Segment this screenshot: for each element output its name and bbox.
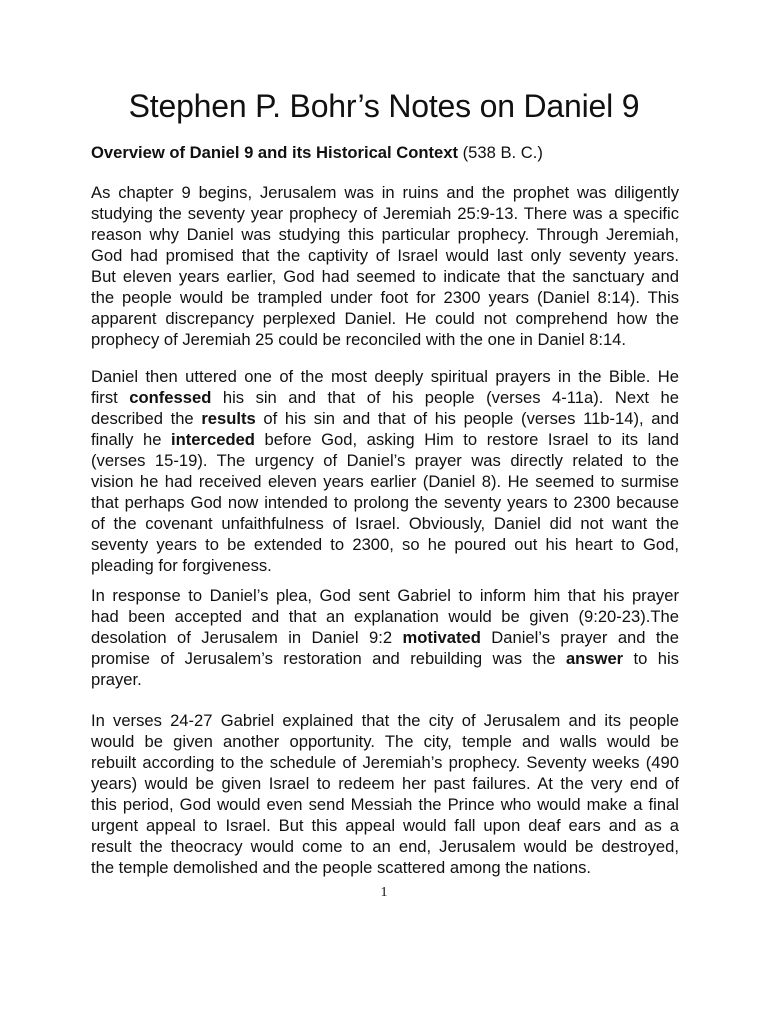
paragraph-line: that perhaps God now intended to prolong the seventy years to 2300 because [91, 493, 679, 512]
paragraph-3 [91, 585, 679, 690]
emphasis-confessed: confessed [129, 388, 212, 407]
page-number: 1 [380, 885, 388, 900]
paragraph-line: (verses 15-19). The urgency of Daniel’s prayer was directly related to the [91, 451, 679, 470]
paragraph-line: Daniel then uttered one of the most deeply spiritual prayers in the Bible. He [91, 367, 679, 386]
paragraph-line: would be given another opportunity. The city, temple and walls would be [91, 732, 679, 751]
paragraph-4 [91, 710, 679, 878]
paragraph-line: But eleven years earlier, God had seemed to indicate that the sanctuary and [91, 267, 679, 286]
text-run: before God, asking Him to restore Israel to its land [254, 430, 679, 449]
paragraph-line [91, 648, 679, 669]
paragraph-line: the people would be trampled under foot for 2300 years (Daniel 8:14). This [91, 288, 679, 307]
paragraph-line: this period, God would even send Messiah the Prince who would make a final [91, 795, 679, 814]
paragraph-line: reason why Daniel was studying this particular prophecy. Through Jeremiah, [91, 225, 679, 244]
paragraph-line: apparent discrepancy perplexed Daniel. He could not comprehend how the [91, 309, 679, 328]
paragraph-line: As chapter 9 begins, Jerusalem was in ruins and the prophet was diligently [91, 183, 679, 202]
paragraph-1 [91, 182, 679, 350]
paragraph-line: prayer. [91, 670, 142, 689]
paragraph-line: prophecy of Jeremiah 25 could be reconciled with the one in Daniel 8:14. [91, 330, 627, 349]
paragraph-line [91, 627, 679, 648]
paragraph-line: urgent appeal to Israel. But this appeal would fall upon deaf ears and as a [91, 816, 679, 835]
text-run: finally he [91, 430, 172, 449]
text-run: of his sin and that of his people (verses 11b-14), and [255, 409, 679, 428]
paragraph-line: In verses 24-27 Gabriel explained that the city of Jerusalem and its people [91, 711, 679, 730]
paragraph-line: seventy years to be extended to 2300, so he poured out his heart to God, [91, 535, 679, 554]
paragraph-line: pleading for forgiveness. [91, 556, 272, 575]
paragraph-line: In response to Daniel’s plea, God sent Gabriel to inform him that his prayer [91, 586, 679, 605]
section-heading-bold: Overview of Daniel 9 and its Historical Context [91, 143, 459, 162]
paragraph-line: studying the seventy year prophecy of Jeremiah 25:9-13. There was a specific [91, 204, 679, 223]
section-heading [91, 142, 543, 164]
text-run: Daniel’s prayer and the [480, 628, 679, 647]
page-title: Stephen P. Bohr’s Notes on Daniel 9 [128, 88, 640, 124]
paragraph-line [91, 387, 679, 408]
paragraph-line: vision he had received eleven years earlier (Daniel 8). He seemed to surmise [91, 472, 679, 491]
paragraph-line: God had promised that the captivity of Israel would last only seventy years. [91, 246, 679, 265]
emphasis-interceded: interceded [171, 430, 255, 449]
paragraph-line [91, 408, 679, 429]
text-run: his sin and that of his people (verses 4-11a). Next he [211, 388, 679, 407]
text-run: promise of Jerusalem’s restoration and rebuilding was the [91, 649, 566, 668]
emphasis-results: results [201, 409, 256, 428]
paragraph-line: result the theocracy would come to an end, Jerusalem would be destroyed, [91, 837, 679, 856]
paragraph-line: of the covenant unfaithfulness of Israel. Obviously, Daniel did not want the [91, 514, 679, 533]
paragraph-line: had been accepted and that an explanation would be given (9:20-23).The [91, 607, 679, 626]
paragraph-line: years) would be given Israel to redeem her past failures. At the very end of [91, 774, 679, 793]
text-run: first [91, 388, 130, 407]
text-run: to his [623, 649, 679, 668]
text-run: desolation of Jerusalem in Daniel 9:2 [91, 628, 403, 647]
paragraph-2 [91, 366, 679, 576]
section-heading-date: (538 B. C.) [458, 143, 543, 162]
paragraph-line [91, 429, 679, 450]
emphasis-answer: answer [565, 649, 624, 668]
text-run: described the [91, 409, 202, 428]
emphasis-motivated: motivated [402, 628, 481, 647]
paragraph-line: rebuilt according to the schedule of Jeremiah’s prophecy. Seventy weeks (490 [91, 753, 679, 772]
paragraph-line: the temple demolished and the people scattered among the nations. [91, 858, 591, 877]
